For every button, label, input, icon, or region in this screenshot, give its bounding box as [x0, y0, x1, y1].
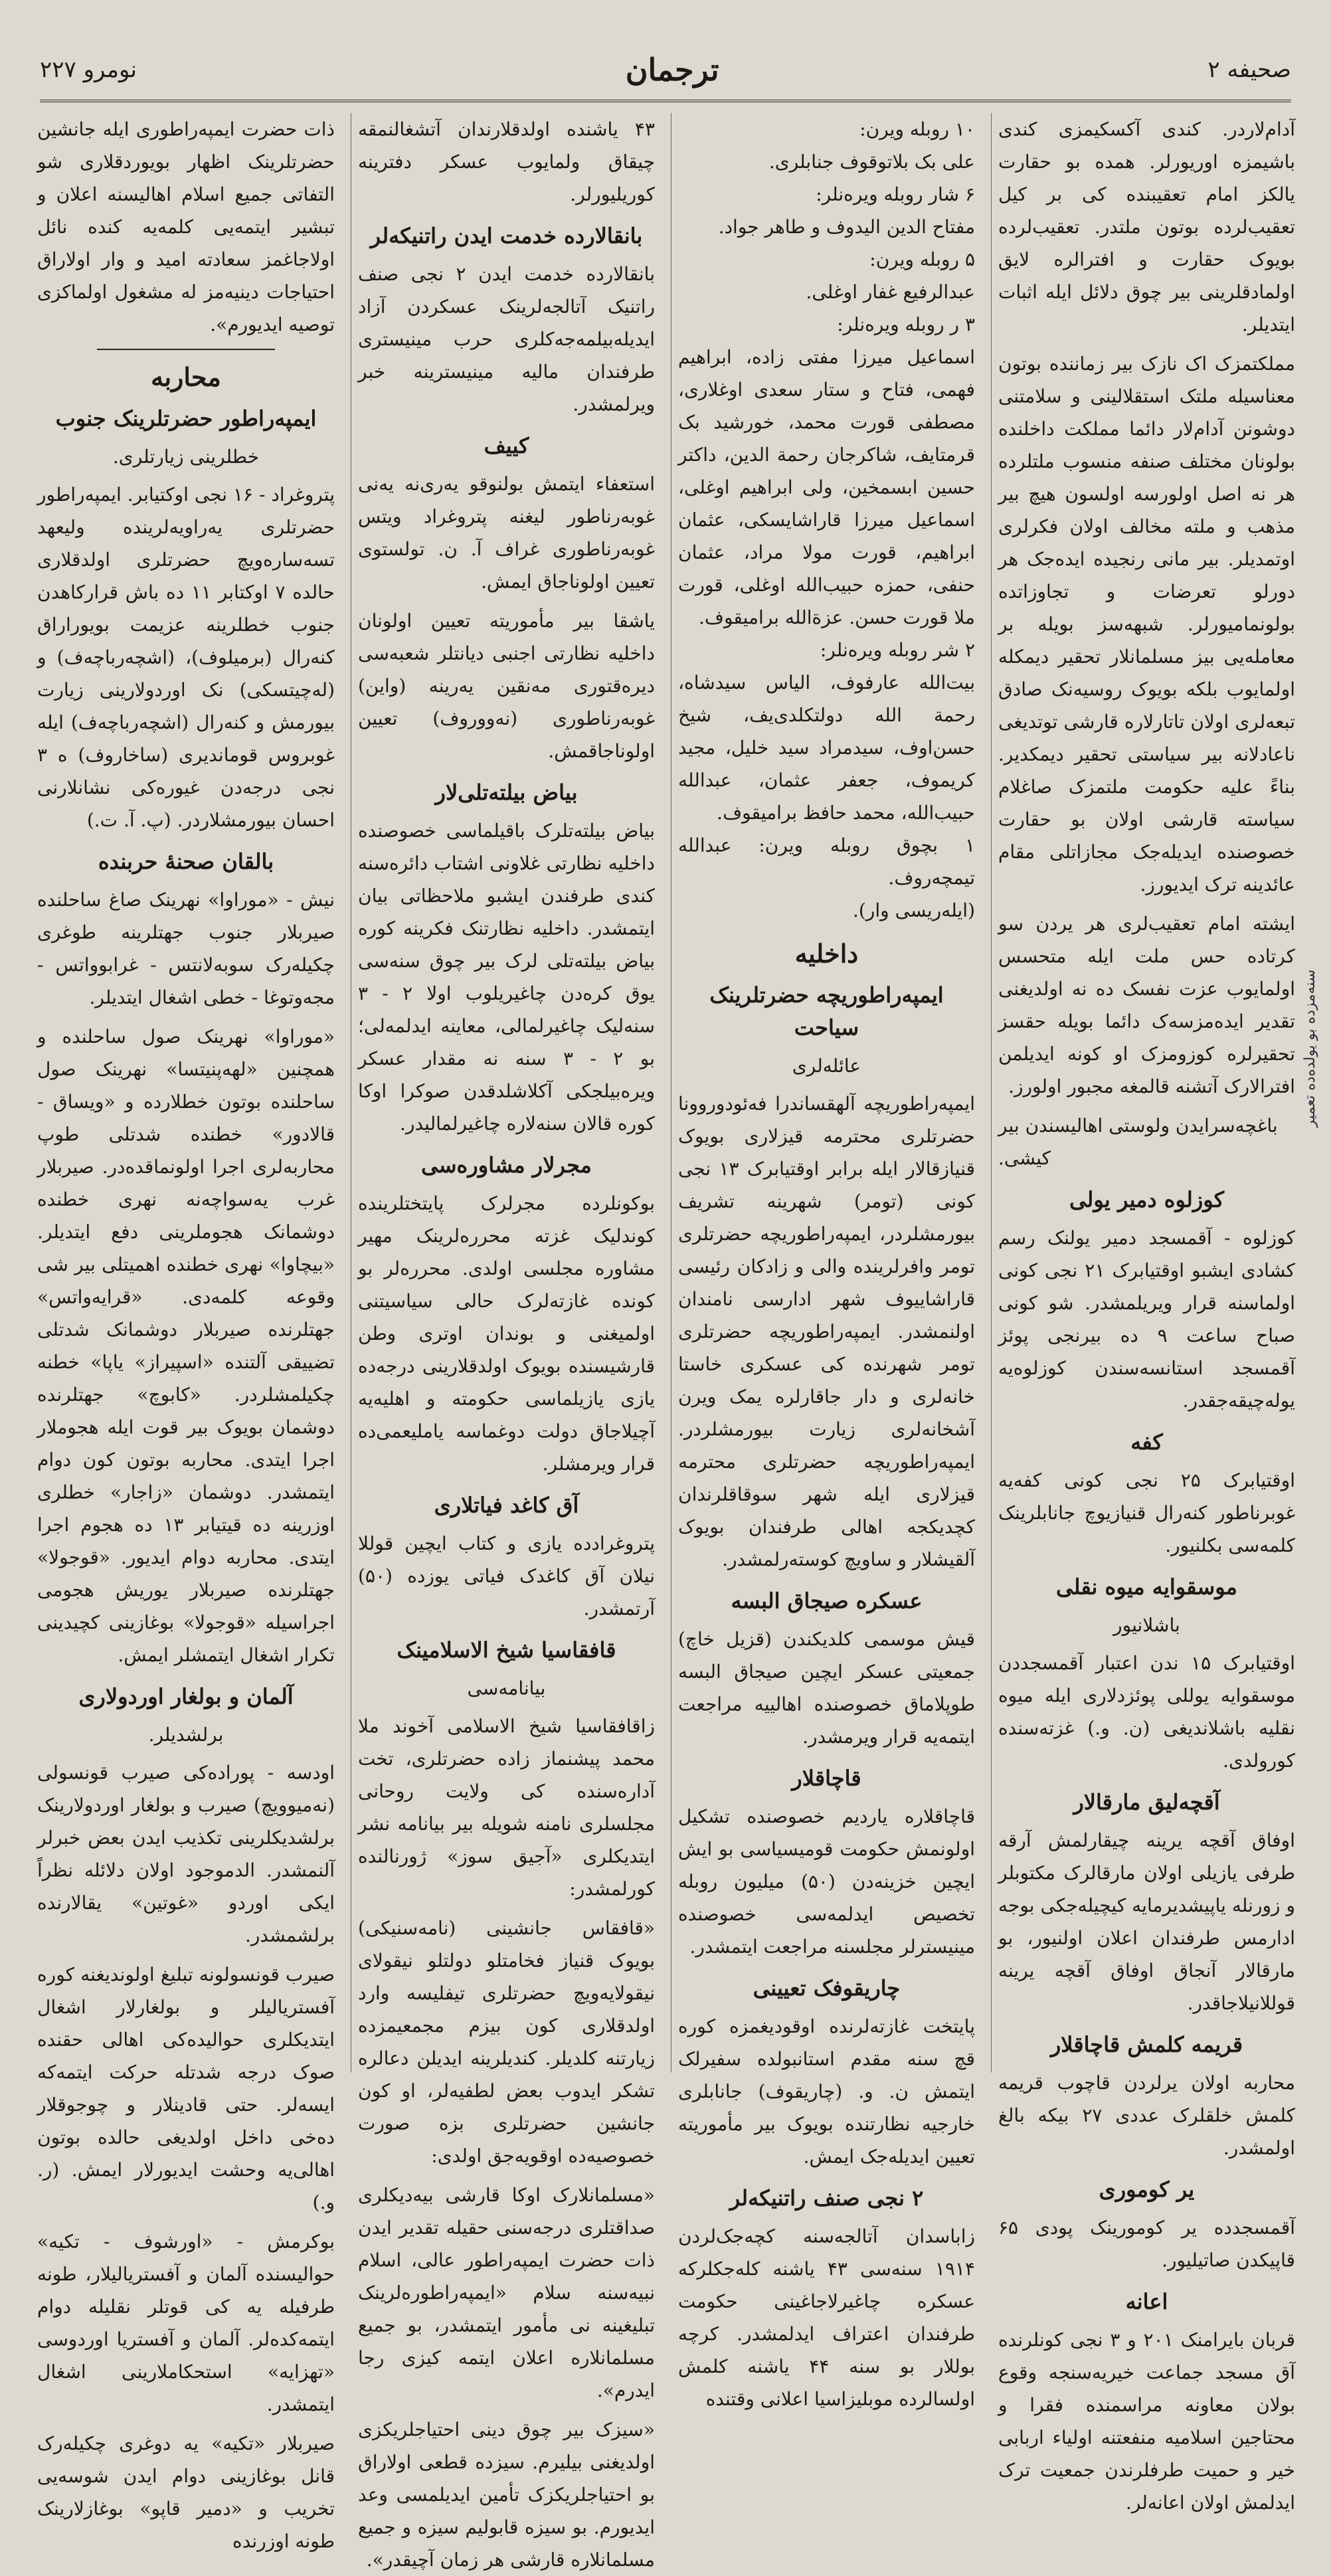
article-text: پایتخت غازته‌لرنده اوقودیغمزه کوره قچ سنه مقدم استانبولده سفیرلک ایتمش ن. و. (چاریقوف) جانابلری خارجیه نظارتنده بویوک بیر مأموریته تعیین ایدیله‌جک ایمش.	[678, 2015, 975, 2167]
divider	[97, 349, 276, 350]
newspaper-title: ترجمان	[625, 52, 719, 88]
headline: بانقالارده خدمت ایدن راتنیکه‌لر	[370, 223, 643, 248]
headline: قاچاقلار	[792, 1766, 861, 1791]
article-text: اوقتیابرک ۲۵ نجی کونی کفه‌یه غوبرناطور کنه‌رال قنیازیوچ جانابلرینک کلمه‌سی بکلنیور.	[998, 1469, 1295, 1556]
article-text: نیش - «موراوا» نهرینک صاغ ساحلنده صیربلار جنوب جهتلرینه طوغری چکیله‌رک سوبه‌لانتس - غرابوواتس - مجه‌وتوغا - خطی اشغال ایتدیلر.	[37, 889, 335, 1008]
article-text: مملکتمزک اک نازک بیر زماننده بوتون معناسیله ملتک استقلالینی و سلامتنی دوشونن آدام‌لار دائما مملکت داخلنده بولونان مختلف صنفه منسوب ملتلرده هر نه اصل اولورسه اولسون هیچ بیر مذهب و ملته مخالف اولان فکرلری اوتمدیلر. بیر مانی رنجیده ایده‌جک هر دورلو تعرضات و تجاوزاتده بولونمامیورلر. شبهه‌سز بویله بر معامله‌یی بیز مسلمانلار تحقیر دیمکله اولمایوب بلکه بویوک روسیه‌نک صادق تبعه‌لری اولان تاتارلاره قارشی توتدیغی ناعادلانه بیر سیاستی تحقیر دیمکدیر. بناءً علیه حکومت ملتمزک صاغلام سیاسته قارشی اولان بو حقارت خصوصنده ایدیله‌جک مجازاتلی مقام عائدینه ترک ایدیورز.	[998, 353, 1295, 895]
article-text: پتروغراد - ۱۶ نجی اوکتیابر. ایمپه‌راطور حضرتلری یه‌راویه‌لرینده ولیعهد تسه‌ساره‌ویچ حضرتلری اولدقلاری حالده ۷ اوکتابر ۱۱ ده باش قرارکاهدن جنوب خطلرینه عزیمت بویوراراق کنه‌رال (برمیلوف)، (اشچه‌رباچه‌ف) و (له‌چیتسکی) نک اوردولارینی زیارت بیورمش و کنه‌رال (اشچه‌رباچه‌ف) ایله غوبروس قوماندیری (ساخاروف) ه ۳ نجی درجه‌دن غیوره‌کی نشانلارنی احسان بیورمشلاردر. (پ. آ. ت.)	[37, 484, 335, 831]
column-3	[351, 113, 662, 2571]
subheadline: عائله‌لری	[792, 1055, 861, 1077]
article-text: «قافقاس جانشینی (نامه‌سنیکی) بویوک قنیاز فخامتلو دولتلو نیقولای نیقولایه‌ویچ حضرتلری تیفلیسه وارد اولدقلاری کون بیزم مجمعیمزده زیارتنه کلدیلر. کندیلرینه ایدیلن دعالره تشکر ایدوب بعض لطفیه‌لر، او کون جانشین حضرتلری بزه صورت خصوصیه‌ده اوقویه‌جق اولدی:	[358, 1917, 655, 2167]
headline: کفه	[1130, 1429, 1163, 1455]
headline: آقچه‌لیق مارقالار	[1073, 1790, 1220, 1815]
headline: قافقاسیا شیخ الاسلامینک	[397, 1637, 616, 1663]
headline: قریمه کلمش قاچاقلار	[1050, 2032, 1243, 2057]
article-text: صیربلار «تکیه» یه دوغری چکیله‌رک قانل بوغازینی دوام ایدن شوسه‌یی تخریب و «دمیر قاپو» بوغازلارینک طونه اوزرنده	[37, 2433, 335, 2552]
article-text: قربان بایرامنک ۲۰۱ و ۳ نجی کونلرنده آق مسجد جماعت خیریه‌سنجه وقوع بولان معاونه مراسمنده فقرا و محتاجین اسلامیه منفعتنه اولیاء اربابی خیر و حمیت طرفلرندن جمعیت ترک ایدلمش اولان اعانه‌لر.	[998, 2329, 1295, 2514]
handwritten-note: سنه‌مزده بو یولده‌ده تعمیر	[1302, 970, 1318, 1128]
subheadline: خطلرینی زیارتلری.	[112, 446, 260, 468]
headline: کییف	[484, 433, 529, 458]
article-text: بیاض بیلته‌تلرک باقیلماسی خصوصنده داخلیه نظارتی غلاونی اشتاب دائره‌سنه کندی طرفندن ایشبو ملاحظاتی بیان ایتمشدر. داخلیه نظارتنک فکرینه کوره بیاض بیلته‌تلی لرک بیر چوق سنه‌سی یوق کره‌دن چاغیریلوب اولا ۲ - ۳ سنه‌لیک چاغیرلمالی، معاینه ایدلمه‌لی؛ بو ۲ - ۳ سنه نه مقدار عسکر ویره‌بیلجکی آکلاشلدقدن صوکرا اوکا کوره قالان سنه‌لاره چاغیرلمالیدر.	[358, 820, 656, 1135]
article-text: زاقافقاسیا شیخ الاسلامی آخوند ملا محمد پیشنماز زاده حضرتلری، تخت آداره‌سنده کی ولایت روحانی مجلسلری نامنه شویله بیر بیانامه نشر ایتدیکلری «آجیق سوز» ژورنالنده کورلمشدر:	[358, 1715, 655, 1900]
list-item: (ایله‌ریسی وار).	[853, 899, 975, 921]
headline: ایمپه‌راطوریچه حضرتلرینک سیاحت	[709, 982, 944, 1040]
headline: آلمان و بولغار اوردولاری	[78, 1684, 294, 1709]
article-text: ایمپه‌راطوریچه آلهقساندرا فه‌ئودوروونا حضرتلری محترمه قیزلاری بویوک قنیازقالار ایله برابر اوقتیابرک ۱۳ نجی کونی (تومر) شهرینه تشریف بیورمشلردر، ایمپه‌راطوریچه حضرتلری تومر وافرلرینده والی و زادکان رئیسی قاراشاییوف شهر ادارسی نامندان اولنمشدر. ایمپه‌راطوریچه حضرتلری تومر شهرنده کی عسکری خاستا خانه‌لری و دار جاقارلره یمک ویرن آشخانه‌لری زیارت بیورمشلردر. ایمپه‌راطوریچه حضرتلری محترمه قیزلاری ایله شهر سوقاقلرندان کچدیکجه اهالی طرفندان بویوک آلقیشلار و ساویچ کوسته‌رلمشدر.	[678, 1093, 975, 1570]
column-1	[991, 113, 1302, 2514]
headline: مجرلار مشاوره‌سی	[421, 1152, 592, 1178]
article-text: بوکرمش - «اورشوف - تکیه» حوالیسنده آلمان و آفستریالیلار، طونه طرفیله یه کی قوتلر نقلیله دوام ایتمه‌کده‌لر. آلمان و آفستریا اوردوسی «تهزایه» استحکاملارینی اشغال ایتمشدر.	[37, 2231, 335, 2415]
headline: یر کوموری	[1099, 2177, 1195, 2202]
article-text: پتروغرادده یازی و کتاب ایچین قوللا نیلان آق کاغدک فیاتی یوزده (۵۰) آرتمشدر.	[358, 1532, 655, 1619]
subheadline: باشلانیور	[1113, 1614, 1180, 1636]
signature: باغچه‌سرایدن ولوستی اهالیسندن بیر کیشی.	[998, 1115, 1278, 1169]
headline: کوزلوه دمیر یولی	[1069, 1187, 1225, 1212]
article-text: ۴۳ یاشنده اولدقلارندان آتشغالنمقه چیقاق ولمایوب عسکر دفترینه کوریلیورلر.	[358, 118, 655, 205]
headline: موسقوایه میوه نقلی	[1056, 1574, 1237, 1600]
article-text: اوقتیابرک ۱۵ ندن اعتبار آقمسجددن موسقوایه یوللی پوئزدلاری ایله میوه نقلیه باشلاندیغی (ن. و.) غزته‌سنده کورولدی.	[998, 1652, 1295, 1772]
article-text: یاشقا بیر مأموریته تعیین اولونان داخلیه نظارتی اجنبی دیانتلر شعبه‌سی دیره‌قتوری مه‌نقین یه‌رینه (واین) غوبه‌رناطوری (نه‌ووروف) تعیین اولوناجاقمش.	[358, 610, 655, 762]
article-text: آدام‌لاردر. کندی آکسکیمزی کندی باشیمزه اوریورلر. همده بو حقارت یالکز امام تعقیبنده کی بر کیل تعقیب‌لرده بوتون ملتدر. تعقیب‌لرده بویوک حقارت و افترالره لایق اولمادقلرینی بیر چوق دلائل ایله اثبات ایتدیلر.	[998, 118, 1295, 335]
headline: عسکره صیجاق البسه	[731, 1588, 923, 1613]
donor-list	[678, 113, 975, 927]
headline: اعانه	[1125, 2289, 1168, 2314]
list-item: ۲ شر روبله ویره‌نلر:	[820, 639, 975, 661]
issue-number: نومرو ۲۲۷	[40, 56, 137, 83]
list-item: اسماعیل میرزا مفتی زاده، ابراهیم فهمی، فتاح و ستار سعدی اوغلاری، مصطفی قورت محمد، خورشید بک قرمتایف، شاکرجان رحمة الدین، داکتر حسین ابسمخین، ولی ابراهیم اوغلی، اسماعیل میرزا قاراشایسکی، عثمان ابراهیم، قورت مولا مراد، عثمان حنفی، حمزه حبیب‌الله اوغلی، قورت ملا قورت حسن. عزةالله برامیقوف.	[678, 346, 975, 628]
article-text: اودسه - پوراده‌کی صیرب قونسولی (نه‌میوویچ) صیرب و بولغار اوردولارینک برلشدیکلرینی تکذیب ایدن بعض خبرلر آلنمشدر. الدموجود اولان دلائله نظراً ایکی اوردو «غوتین» یقالارنده برلشمشدر.	[37, 1762, 335, 1946]
list-item: ۱۰ روبله ویرن:	[859, 118, 975, 140]
article-text: ایشته امام تعقیب‌لری هر یردن سو کرتاده حس ملت ایله متحسس اولمایوب عزت نفسک ده نه اولدیغنی تقدیر ایده‌مزسه‌ک دائما بویله حقسز تحقیرلره کوزومزک او کونه ایدیلمن افترالارک آتشنه قالمغه مجبور اولورز.	[998, 913, 1295, 1097]
article-text: کوزلوه - آقمسجد دمیر یولنک رسم کشادی ایشبو اوقتیابرک ۲۱ نجی کونی اولماسنه قرار ویریلمشدر. شو کونی صباح ساعت ۹ ده بیرنجی پوئز آقمسجد استانسه‌سندن کوزلوه‌یه یوله‌چیقه‌جقدر.	[998, 1227, 1295, 1412]
article-text: «مسلمانلارک اوکا قارشی بیه‌دیکلری صداقتلری درجه‌سنی حقیله تقدیر ایدن ذات حضرت ایمپه‌راطور عالی، اسلام نبیه‌سنه سلام «ایمپه‌راطوره‌لرینک تبلیغینه نی مأمور ایتمشدر، بو جمیع مسلمانلاره اعلان ایتمه کیزی رجا ایدرم».	[358, 2184, 655, 2401]
column-2	[671, 113, 982, 2410]
article-text: محاربه اولان یرلردن قاچوب قریمه کلمش خلقلرک عددی ۲۷ بیکه بالغ اولمشدر.	[998, 2072, 1296, 2159]
headline: آق کاغد فیاتلاری	[434, 1493, 579, 1518]
list-item: ۵ روبله ویرن:	[869, 248, 975, 270]
headline: چاریقوفک تعیینی	[753, 1976, 901, 2001]
headline: ۲ نجی صنف راتنیکه‌لر	[729, 2185, 924, 2211]
section-title: محاربه	[151, 362, 221, 392]
list-item: عبدالرفیع غفار اوغلی.	[806, 281, 975, 303]
article-text: اوفاق آقچه یرینه چیقارلمش آرقه طرفی یازیلی اولان مارقالرک مکتوبلر و زورنله یاپیشدیرمایه کیچیله‌جکی بوجه ادارمس طرفندان اعلان اولنیور، بو مارقالار آنجاق اوفاق آقچه یرینه قوللانیلاجاقدر.	[998, 1829, 1295, 2014]
article-text: بوکونلرده مجرلرک پایتختلرینده کوندلیک غزته محرره‌لرینک مهیر مشاوره مجلسی اولدی. محرره‌لر بو کونده غازته‌لرک حالی سیاسیتنی اولمیغنی و بوندان اوتری وطن قارشیسنده بویوک اولدقلارینی درجه‌ده یازی یازیلماسی حکومته و اهلیه‌یه آچیلاجاق دولت دوغماسه یاملیعمی‌ده قرار ویرمشلر.	[358, 1192, 655, 1475]
article-text: زاباسدان آتالجه‌سنه کچه‌جک‌لردن ۱۹۱۴ سنه‌سی ۴۳ یاشنه کله‌جکلرکه عسکره چاغیرلاجاغینی حکومت طرفندان اعتراف ایدلمشدر. کرچه بوللار بو سنه ۴۴ یاشنه کلمش اولسالرده موبلیزاسیا اعلانی وقتنده	[678, 2225, 975, 2410]
article-text: استعفاء ایتمش بولنوقو یه‌ری‌نه یه‌نی غوبه‌رناطور لیغنه پتروغراد ویتس غوبه‌رناطوری غراف آ. ن. تولستوی تعیین اولوناجاق ایمش.	[358, 473, 655, 593]
article-text: ذات حضرت ایمپه‌راطوری ایله جانشین حضرتلرینک اظهار بویوردقلاری شو التفاتی جمیع اسلام اهالیسنه اعلان و تبشیر ایتمه‌یی کلمه‌یه کنده نائل اولاجاغمز سعادته امید و وار اولاراق احتیاجات دینیه‌مز له مشغول اولماکزی توصیه ایدیورم».	[37, 118, 335, 335]
subheadline: برلشدیلر.	[148, 1724, 224, 1746]
list-item: ۶ شار روبله ویره‌نلر:	[816, 183, 975, 205]
list-item: ۳ ر روبله ویره‌نلر:	[837, 314, 975, 335]
list-item: علی بک بلاتوقوف جنابلری.	[768, 151, 975, 173]
column-4	[31, 113, 341, 2552]
subheadline: بیانامه‌سی	[467, 1677, 546, 1699]
list-item: ۱ بچوق روبله ویرن: عبدالله تیمچه‌روف.	[678, 834, 975, 889]
columns	[27, 113, 1302, 2571]
article-text: آقمسجدده یر کومورینک پودی ۶۵ قاپیکدن صاتیلیور.	[998, 2217, 1295, 2271]
headline: ایمپه‌راطور حضرتلرینک جنوب	[55, 406, 317, 431]
list-item: مفتاح الدین الیدوف و طاهر جواد.	[718, 216, 975, 238]
article-text: صیرب قونسولونه تبلیغ اولوندیغنه کوره آفستریالیلر و بولغارلار اشغال ایتدیکلری حوالیده‌کی اهالی حقنده صوک درجه شدتله حرکت ایتمه‌که ایسه‌لر. حتی قادینلار و چوجوقلار ده‌خی داخل اولدیغی حالده بوتون اهالی‌یه وحشت ایدیورلار ایمش. (ر. و.)	[37, 1964, 335, 2213]
article-text: قیش موسمی کلدیکندن (قزیل خاچ) جمعیتی عسکر ایچین صیجاق البسه طوپلاماق خصوصنده اهالییه مراجعت ایتمه‌یه قرار ویرمشدر.	[678, 1628, 975, 1748]
article-text: قاچاقلاره یاردیم خصوصنده تشکیل اولونمش حکومت قومیسیاسی بو ایش ایچین خزینه‌دن (۵۰) میلیون روبله تخصیص ایدلمه‌سی خصوصنده مینیسترلر مجلسنه مراجعت ایتمشدر.	[678, 1805, 975, 1958]
article-text: بانقالارده خدمت ایدن ۲ نجی صنف راتنیک آتالجه‌لرینک عسکردن آزاد ایدیله‌بیلمه‌جه‌کلری حرب مینیستری طرفندان مالیه مینیسترینه خبر ویرلمشدر.	[358, 263, 655, 415]
list-item: بیت‌الله عارفوف، الیاس سیدشاه، رحمة الله دولتکلدی‌یف، شیخ حسن‌اوف، سیدمراد سید خلیل، مجید کریموف، جعفر عثمان، عبدالله حبیب‌الله، محمد حافظ برامیقوف.	[678, 672, 975, 824]
headline: بیاض بیلته‌تلی‌لار	[435, 780, 578, 805]
article-text: «موراوا» نهرینک صول ساحلنده و همچنین «لهه‌پنیتسا» نهرینک صول ساحلنده بوتون خطلارده و «ویساق - قالادور» خطنده شدتلی طوپ محاربه‌لری اجرا اولونماقده‌در. صیربلار غرب یه‌سواچه‌نه نهری خطنده دوشمانک هجوملرینی دفع ایتدیلر. «بیچاوا» نهری خطنده اهمیتلی بیر شی وقوعه کلمه‌دی. «قرایه‌واتس» جهتلرنده صیربلار دوشمانک شدتلی تضییقی آلتنده «اسپیراز» یاپا» خطنه چکیلمشلردر. «کابوچ» جهتلرنده دوشمان بویوک بیر قوت ایله هجوملار اجرا ایتدی. محاربه بوتون کون دوام ایتمشدر. دوشمان «زاجار» خطلری اوزرینه ده قیتیابر ۱۳ ده هجوم اجرا ایتدی. محاربه دوام ایدیور. «قوجولا» جهتلرنده صیربلار یوریش هجومی اجراسیله «قوجولا» بوغازینی کچیدینی تکرار اشغال ایتمشلر ایمش.	[37, 1026, 335, 1666]
section-title: داخلیه	[794, 939, 859, 968]
article-text: «سیزک بیر چوق دینی احتیاجلریکزی اولدیغنی بیلیرم. سیزده قطعی اولاراق بو احتیاجلریکزک تأمین ایدیلمسی وعد ایدیورم. بو سیزه قابولیم سیزه و جمیع مسلمانلاره قارشی هر زمان آچیقدر».	[358, 2419, 655, 2571]
headline: بالقان صحنهٔ حربنده	[98, 849, 274, 874]
page-number: صحیفه ۲	[1207, 56, 1291, 83]
masthead	[40, 40, 1291, 102]
